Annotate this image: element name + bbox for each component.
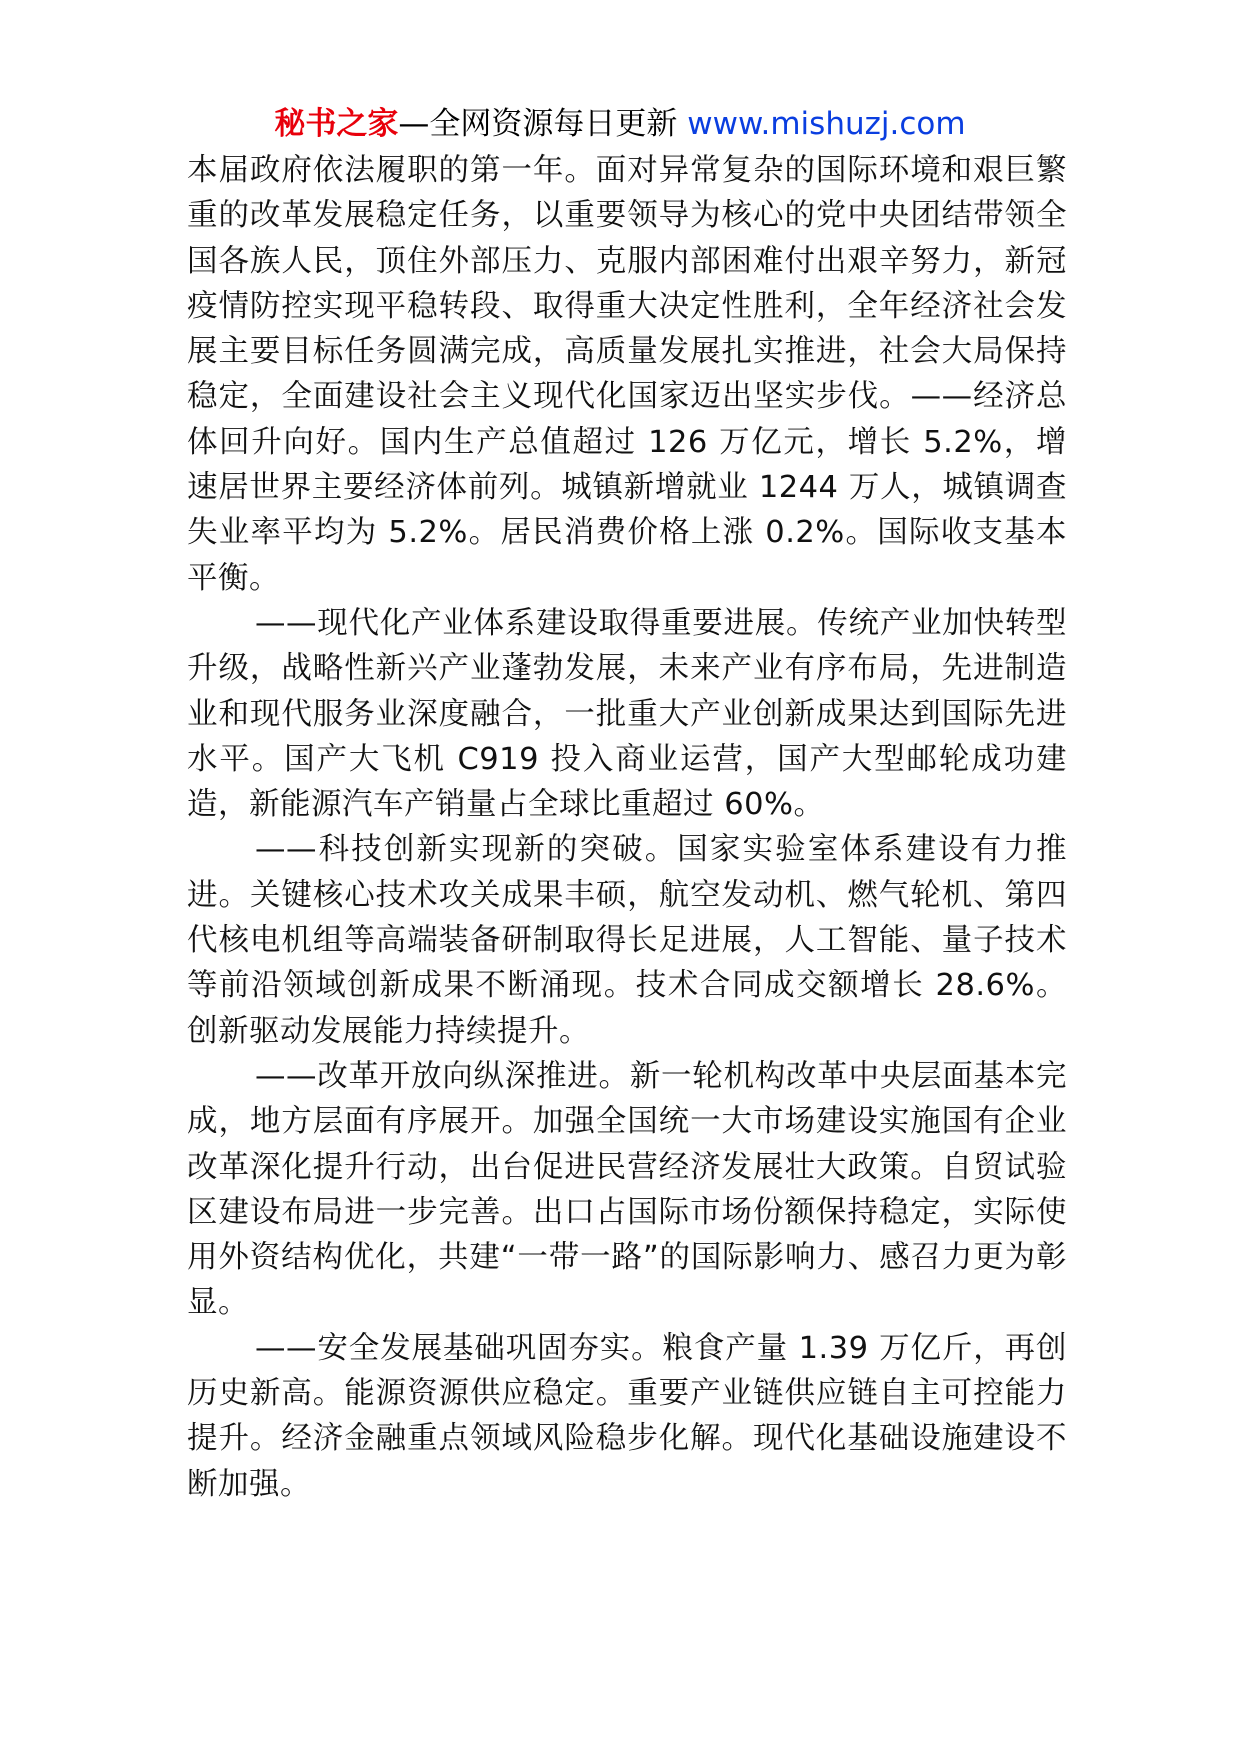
site-name: 秘书之家 — [274, 106, 399, 142]
site-tagline: —全网资源每日更新 — [398, 106, 688, 142]
paragraph: ——安全发展基础巩固夯实。粮食产量 1.39 万亿斤，再创历史新高。能源资源供应稳定。重要产业链供应链自主可控能力提升。经济金融重点领域风险稳步化解。现代化基础设施建设不断加强。 — [187, 1330, 1067, 1502]
paragraph: ——科技创新实现新的突破。国家实验室体系建设有力推进。关键核心技术攻关成果丰硕，航空发动机、燃气轮机、第四代核电机组等高端装备研制取得长足进展，人工智能、量子技术等前沿领域创新成果不断涌现。技术合同成交额增长 28.6%。创新驱动发展能力持续提升。 — [187, 832, 1067, 1049]
paragraph: ——改革开放向纵深推进。新一轮机构改革中央层面基本完成，地方层面有序展开。加强全国统一大市场建设实施国有企业改革深化提升行动，出台促进民营经济发展壮大政策。自贸试验区建设布局进一步完善。出口占国际市场份额保持稳定，实际使用外资结构优化，共建“一带一路”的国际影响力、感召力更为彰显。 — [187, 1058, 1067, 1321]
page-header — [0, 100, 1240, 148]
document-body — [187, 148, 1067, 1507]
paragraph: 本届政府依法履职的第一年。面对异常复杂的国际环境和艰巨繁重的改革发展稳定任务，以重要领导为核心的党中央团结带领全国各族人民，顶住外部压力、克服内部困难付出艰辛努力，新冠疫情防控实现平稳转段、取得重大决定性胜利，全年经济社会发展主要目标任务圆满完成，高质量发展扎实推进，社会大局保持稳定，全面建设社会主义现代化国家迈出坚实步伐。——经济总体回升向好。国内生产总值超过 126 万亿元，增长 5.2%，增速居世界主要经济体前列。城镇新增就业 1244 万人，城镇调查失业率平均为 5.2%。居民消费价格上涨 0.2%。国际收支基本平衡。 — [187, 153, 1067, 596]
site-url-link[interactable]: www.mishuzj.com — [687, 106, 966, 142]
paragraph: ——现代化产业体系建设取得重要进展。传统产业加快转型升级，战略性新兴产业蓬勃发展，未来产业有序布局，先进制造业和现代服务业深度融合，一批重大产业创新成果达到国际先进水平。国产大飞机 C919 投入商业运营，国产大型邮轮成功建造，新能源汽车产销量占全球比重超过 60%。 — [187, 605, 1067, 823]
